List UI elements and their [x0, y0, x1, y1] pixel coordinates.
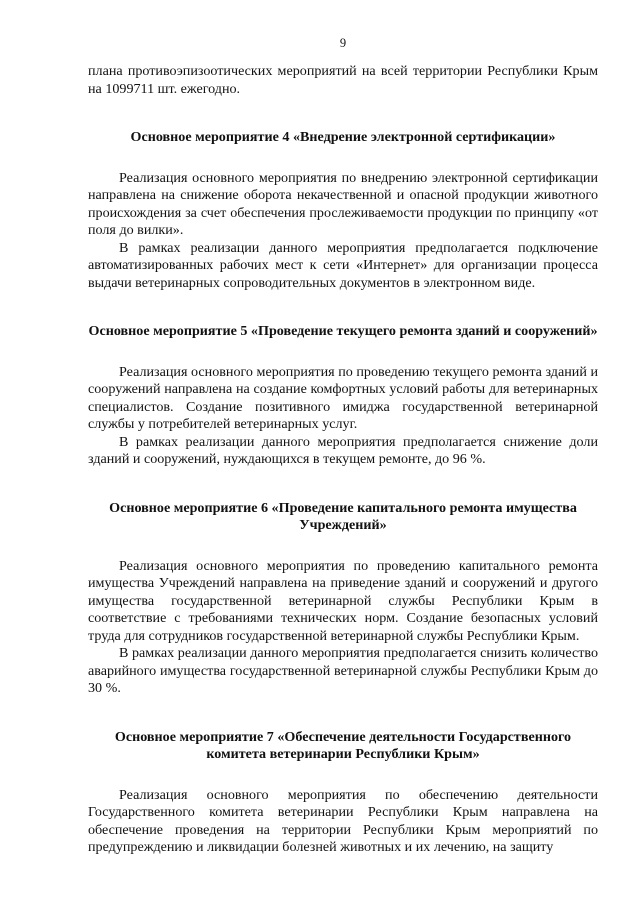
section-heading-7: Основное мероприятие 7 «Обеспечение деятельности Государственного комитета ветеринарии Республики Крым» — [114, 728, 572, 762]
section-heading-4: Основное мероприятие 4 «Внедрение электронной сертификации» — [130, 129, 556, 145]
page-number: 9 — [339, 36, 347, 50]
paragraph: Реализация основного мероприятия по проведению капитального ремонта имущества Учреждений направлена на приведение зданий и сооружений и другого имущества государственной ветеринарной службы Республики Крым в соответствие с требованиями технических норм. Создание безопасных условий труда для сотрудников государственной ветеринарной службы Республики Крым. — [88, 557, 598, 644]
section-heading-5: Основное мероприятие 5 «Проведение текущего ремонта зданий и сооружений» — [88, 323, 598, 339]
paragraph: В рамках реализации данного мероприятия предполагается снизить количество аварийного имущества государственной ветеринарной службы Республики Крым до 30 %. — [88, 645, 598, 696]
paragraph: В рамках реализации данного мероприятия предполагается подключение автоматизированных рабочих мест к сети «Интернет» для организации процесса выдачи ветеринарных сопроводительных документов в электронном виде. — [88, 239, 598, 291]
paragraph: В рамках реализации данного мероприятия предполагается снижение доли зданий и сооружений, нуждающихся в текущем ремонте, до 96 %. — [88, 433, 598, 467]
document-page — [88, 0, 598, 904]
paragraph: плана противоэпизоотических мероприятий на всей территории Республики Крым на 1099711 шт. ежегодно. — [88, 63, 598, 97]
paragraph: Реализация основного мероприятия по обеспечению деятельности Государственного комитета ветеринарии Республики Крым направлена на обеспечение проведения на территории Республики Крым мероприятий по предупреждению и ликвидации болезней животных и их лечению, на защиту — [88, 786, 598, 855]
paragraph: Реализация основного мероприятия по проведению текущего ремонта зданий и сооружений направлена на создание комфортных условий работы для ветеринарных специалистов. Создание позитивного имиджа государственной ветеринарной службы у потребителей ветеринарных услуг. — [88, 363, 598, 432]
document-body — [88, 63, 598, 857]
paragraph: Реализация основного мероприятия по внедрению электронной сертификации направлена на снижение оборота некачественной и опасной продукции животного происхождения за счет обеспечения прослеживаемости продукции по принципу «от поля до вилки». — [88, 169, 598, 238]
section-heading-6: Основное мероприятие 6 «Проведение капитального ремонта имущества Учреждений» — [109, 499, 577, 533]
